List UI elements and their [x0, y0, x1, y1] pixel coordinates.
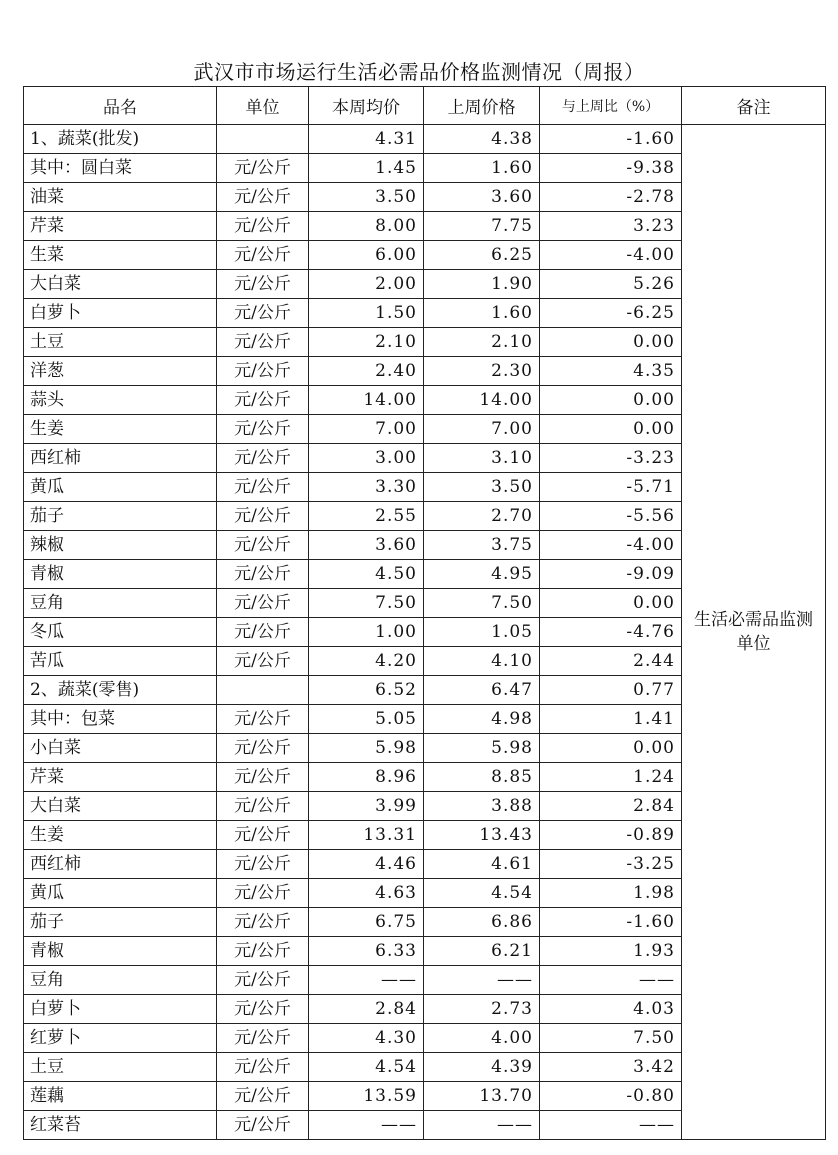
week-change-percent: -1.60 [540, 125, 682, 154]
item-unit: 元/公斤 [217, 850, 309, 879]
item-name: 洋葱 [24, 357, 217, 386]
item-name: 茄子 [24, 908, 217, 937]
last-week-price: 7.50 [424, 589, 540, 618]
item-unit [217, 125, 309, 154]
item-unit: 元/公斤 [217, 270, 309, 299]
item-name: 油菜 [24, 183, 217, 212]
this-week-price: 2.55 [309, 502, 424, 531]
item-unit: 元/公斤 [217, 937, 309, 966]
item-unit: 元/公斤 [217, 154, 309, 183]
last-week-price: 7.00 [424, 415, 540, 444]
week-change-percent: 4.35 [540, 357, 682, 386]
week-change-percent: -4.00 [540, 241, 682, 270]
this-week-price: 3.50 [309, 183, 424, 212]
this-week-price: 3.99 [309, 792, 424, 821]
week-change-percent: -0.89 [540, 821, 682, 850]
item-name: 其中：圆白菜 [24, 154, 217, 183]
item-name: 莲藕 [24, 1082, 217, 1111]
item-unit: 元/公斤 [217, 183, 309, 212]
item-name: 青椒 [24, 937, 217, 966]
week-change-percent: -9.38 [540, 154, 682, 183]
item-name: 芹菜 [24, 763, 217, 792]
this-week-price: 3.60 [309, 531, 424, 560]
item-name: 小白菜 [24, 734, 217, 763]
this-week-price: 3.00 [309, 444, 424, 473]
week-change-percent: 2.44 [540, 647, 682, 676]
last-week-price: 1.60 [424, 299, 540, 328]
item-unit: 元/公斤 [217, 1024, 309, 1053]
last-week-price: 13.43 [424, 821, 540, 850]
this-week-price: 8.96 [309, 763, 424, 792]
last-week-price: 2.73 [424, 995, 540, 1024]
this-week-price: 6.52 [309, 676, 424, 705]
item-unit: 元/公斤 [217, 792, 309, 821]
week-change-percent: -1.60 [540, 908, 682, 937]
last-week-price: 1.60 [424, 154, 540, 183]
last-week-price: 7.75 [424, 212, 540, 241]
week-change-percent: 2.84 [540, 792, 682, 821]
item-name: 黄瓜 [24, 879, 217, 908]
week-change-percent: -4.00 [540, 531, 682, 560]
last-week-price: 1.05 [424, 618, 540, 647]
item-unit: 元/公斤 [217, 357, 309, 386]
this-week-price: 1.45 [309, 154, 424, 183]
last-week-price: 4.10 [424, 647, 540, 676]
item-name: 辣椒 [24, 531, 217, 560]
last-week-price: 2.10 [424, 328, 540, 357]
item-name: 西红柿 [24, 444, 217, 473]
column-header-unit: 单位 [217, 87, 309, 125]
item-name: 2、蔬菜(零售) [24, 676, 217, 705]
this-week-price: 8.00 [309, 212, 424, 241]
week-change-percent: 0.00 [540, 386, 682, 415]
week-change-percent: 1.93 [540, 937, 682, 966]
item-name: 红菜苔 [24, 1111, 217, 1140]
item-unit: 元/公斤 [217, 299, 309, 328]
week-change-percent: 1.98 [540, 879, 682, 908]
this-week-price: 13.59 [309, 1082, 424, 1111]
this-week-price: —— [309, 966, 424, 995]
week-change-percent: —— [540, 1111, 682, 1140]
item-unit: 元/公斤 [217, 647, 309, 676]
item-name: 其中：包菜 [24, 705, 217, 734]
week-change-percent: 1.41 [540, 705, 682, 734]
price-monitoring-table [23, 86, 826, 1140]
item-unit: 元/公斤 [217, 995, 309, 1024]
this-week-price: 4.30 [309, 1024, 424, 1053]
last-week-price: 4.39 [424, 1053, 540, 1082]
last-week-price: 3.50 [424, 473, 540, 502]
item-unit: 元/公斤 [217, 734, 309, 763]
week-change-percent: 0.00 [540, 734, 682, 763]
this-week-price: 4.54 [309, 1053, 424, 1082]
this-week-price: 2.10 [309, 328, 424, 357]
last-week-price: 4.54 [424, 879, 540, 908]
week-change-percent: -2.78 [540, 183, 682, 212]
last-week-price: 4.61 [424, 850, 540, 879]
item-unit: 元/公斤 [217, 879, 309, 908]
table-row [24, 125, 826, 154]
this-week-price: 6.00 [309, 241, 424, 270]
week-change-percent: -4.76 [540, 618, 682, 647]
last-week-price: —— [424, 966, 540, 995]
item-name: 苦瓜 [24, 647, 217, 676]
item-unit: 元/公斤 [217, 1111, 309, 1140]
item-unit: 元/公斤 [217, 705, 309, 734]
item-name: 白萝卜 [24, 995, 217, 1024]
item-unit: 元/公斤 [217, 618, 309, 647]
item-name: 冬瓜 [24, 618, 217, 647]
item-name: 大白菜 [24, 792, 217, 821]
last-week-price: 13.70 [424, 1082, 540, 1111]
item-name: 生菜 [24, 241, 217, 270]
this-week-price: 13.31 [309, 821, 424, 850]
last-week-price: 1.90 [424, 270, 540, 299]
last-week-price: 2.30 [424, 357, 540, 386]
item-unit: 元/公斤 [217, 328, 309, 357]
item-unit: 元/公斤 [217, 589, 309, 618]
this-week-price: 4.31 [309, 125, 424, 154]
item-unit: 元/公斤 [217, 908, 309, 937]
last-week-price: 3.88 [424, 792, 540, 821]
item-unit: 元/公斤 [217, 415, 309, 444]
last-week-price: 2.70 [424, 502, 540, 531]
column-header-name: 品名 [24, 87, 217, 125]
table-body [24, 125, 826, 1140]
last-week-price: 4.95 [424, 560, 540, 589]
last-week-price: 4.38 [424, 125, 540, 154]
last-week-price: 6.21 [424, 937, 540, 966]
last-week-price: 3.60 [424, 183, 540, 212]
item-unit: 元/公斤 [217, 821, 309, 850]
week-change-percent: -5.56 [540, 502, 682, 531]
this-week-price: 4.46 [309, 850, 424, 879]
item-name: 西红柿 [24, 850, 217, 879]
this-week-price: 5.98 [309, 734, 424, 763]
this-week-price: 3.30 [309, 473, 424, 502]
last-week-price: 6.86 [424, 908, 540, 937]
last-week-price: 3.10 [424, 444, 540, 473]
item-unit: 元/公斤 [217, 386, 309, 415]
week-change-percent: 5.26 [540, 270, 682, 299]
this-week-price: 1.50 [309, 299, 424, 328]
item-unit: 元/公斤 [217, 763, 309, 792]
week-change-percent: -5.71 [540, 473, 682, 502]
week-change-percent: -3.25 [540, 850, 682, 879]
week-change-percent: 0.77 [540, 676, 682, 705]
this-week-price: 5.05 [309, 705, 424, 734]
item-unit: 元/公斤 [217, 444, 309, 473]
week-change-percent: 0.00 [540, 589, 682, 618]
item-name: 红萝卜 [24, 1024, 217, 1053]
last-week-price: 6.25 [424, 241, 540, 270]
last-week-price: 14.00 [424, 386, 540, 415]
this-week-price: 2.00 [309, 270, 424, 299]
item-name: 茄子 [24, 502, 217, 531]
item-name: 蒜头 [24, 386, 217, 415]
item-name: 大白菜 [24, 270, 217, 299]
column-header-remark: 备注 [682, 87, 826, 125]
column-header-this-week: 本周均价 [309, 87, 424, 125]
item-name: 白萝卜 [24, 299, 217, 328]
item-unit: 元/公斤 [217, 1082, 309, 1111]
item-name: 芹菜 [24, 212, 217, 241]
item-unit: 元/公斤 [217, 241, 309, 270]
this-week-price: 14.00 [309, 386, 424, 415]
item-unit: 元/公斤 [217, 212, 309, 241]
this-week-price: 4.50 [309, 560, 424, 589]
this-week-price: 6.33 [309, 937, 424, 966]
last-week-price: 8.85 [424, 763, 540, 792]
item-name: 豆角 [24, 966, 217, 995]
week-change-percent: 7.50 [540, 1024, 682, 1053]
item-name: 生姜 [24, 415, 217, 444]
last-week-price: 3.75 [424, 531, 540, 560]
item-unit: 元/公斤 [217, 966, 309, 995]
this-week-price: 1.00 [309, 618, 424, 647]
item-name: 1、蔬菜(批发) [24, 125, 217, 154]
table-header-row [24, 87, 826, 125]
week-change-percent: 4.03 [540, 995, 682, 1024]
item-name: 土豆 [24, 1053, 217, 1082]
last-week-price: 5.98 [424, 734, 540, 763]
page-title: 武汉市市场运行生活必需品价格监测情况（周报） [193, 60, 645, 84]
item-unit: 元/公斤 [217, 1053, 309, 1082]
item-unit: 元/公斤 [217, 502, 309, 531]
last-week-price: 4.00 [424, 1024, 540, 1053]
this-week-price: 4.63 [309, 879, 424, 908]
week-change-percent: 3.23 [540, 212, 682, 241]
item-unit [217, 676, 309, 705]
week-change-percent: —— [540, 966, 682, 995]
this-week-price: 6.75 [309, 908, 424, 937]
week-change-percent: -3.23 [540, 444, 682, 473]
week-change-percent: 3.42 [540, 1053, 682, 1082]
last-week-price: 4.98 [424, 705, 540, 734]
item-name: 生姜 [24, 821, 217, 850]
week-change-percent: -6.25 [540, 299, 682, 328]
column-header-last-week: 上周价格 [424, 87, 540, 125]
item-name: 土豆 [24, 328, 217, 357]
item-unit: 元/公斤 [217, 560, 309, 589]
remark-cell: 生活必需品监测单位 [682, 125, 826, 1140]
week-change-percent: 1.24 [540, 763, 682, 792]
week-change-percent: -9.09 [540, 560, 682, 589]
this-week-price: 4.20 [309, 647, 424, 676]
this-week-price: 7.50 [309, 589, 424, 618]
column-header-change: 与上周比（%） [540, 87, 682, 125]
item-unit: 元/公斤 [217, 473, 309, 502]
this-week-price: 2.84 [309, 995, 424, 1024]
this-week-price: —— [309, 1111, 424, 1140]
item-name: 豆角 [24, 589, 217, 618]
this-week-price: 2.40 [309, 357, 424, 386]
item-name: 青椒 [24, 560, 217, 589]
week-change-percent: -0.80 [540, 1082, 682, 1111]
this-week-price: 7.00 [309, 415, 424, 444]
item-unit: 元/公斤 [217, 531, 309, 560]
last-week-price: 6.47 [424, 676, 540, 705]
week-change-percent: 0.00 [540, 415, 682, 444]
item-name: 黄瓜 [24, 473, 217, 502]
last-week-price: —— [424, 1111, 540, 1140]
week-change-percent: 0.00 [540, 328, 682, 357]
